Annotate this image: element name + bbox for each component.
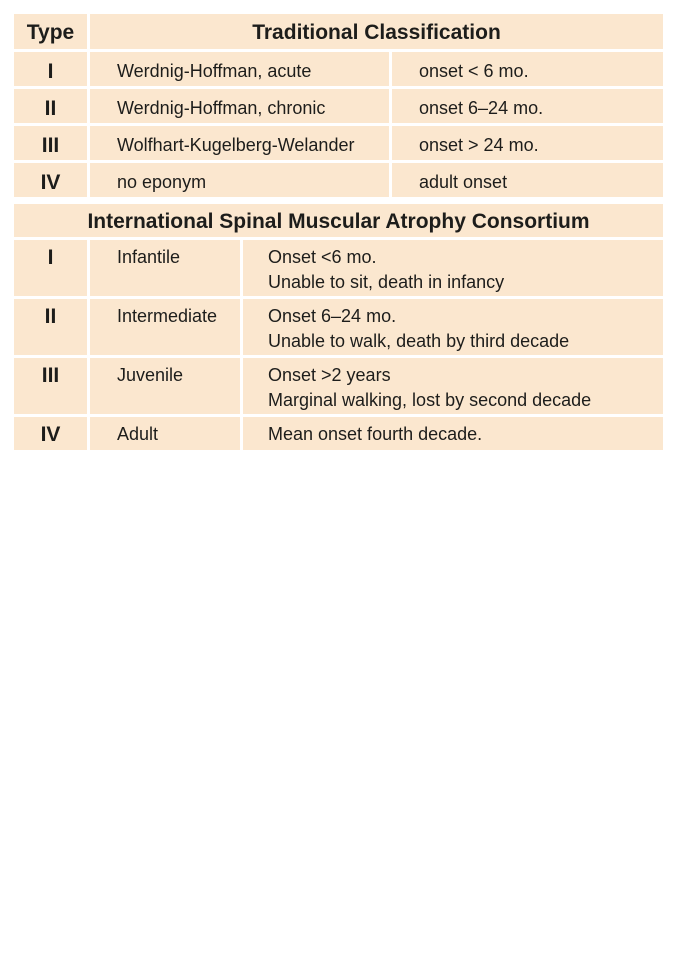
description-cell bbox=[243, 358, 663, 414]
description-cell bbox=[243, 240, 663, 296]
international-header-row bbox=[14, 204, 663, 240]
traditional-row-2 bbox=[14, 89, 663, 126]
traditional-row-1 bbox=[14, 52, 663, 89]
category-cell: Infantile bbox=[90, 240, 243, 296]
description-line-1: Mean onset fourth decade. bbox=[268, 424, 483, 444]
description-cell bbox=[243, 299, 663, 355]
international-row-4 bbox=[14, 417, 663, 453]
type-column-header: Type bbox=[14, 14, 90, 49]
onset-cell: onset > 24 mo. bbox=[419, 135, 539, 155]
description-line-1: Onset <6 mo. bbox=[268, 247, 377, 267]
traditional-row-4 bbox=[14, 163, 663, 200]
onset-cell: onset < 6 mo. bbox=[419, 61, 529, 81]
eponym-cell: no eponym bbox=[90, 163, 392, 197]
traditional-header-row bbox=[14, 14, 663, 52]
description-cell bbox=[243, 417, 663, 450]
description-line-1: Onset >2 years bbox=[268, 365, 391, 385]
category-cell: Juvenile bbox=[90, 358, 243, 414]
eponym-cell: Wolfhart-Kugelberg-Welander bbox=[90, 126, 392, 160]
international-row-1 bbox=[14, 240, 663, 299]
type-cell: II bbox=[14, 89, 90, 123]
category-cell: Adult bbox=[90, 417, 243, 450]
type-cell: IV bbox=[14, 163, 90, 197]
description-line-2: Unable to sit, death in infancy bbox=[268, 272, 505, 292]
onset-cell: adult onset bbox=[419, 172, 508, 192]
description-line-1: Onset 6–24 mo. bbox=[268, 306, 397, 326]
sma-classification-table bbox=[14, 14, 663, 453]
traditional-row-3 bbox=[14, 126, 663, 163]
description-line-2: Unable to walk, death by third decade bbox=[268, 331, 570, 351]
international-consortium-title: International Spinal Muscular Atrophy Consortium bbox=[87, 210, 590, 233]
onset-cell: onset 6–24 mo. bbox=[419, 98, 544, 118]
category-cell: Intermediate bbox=[90, 299, 243, 355]
description-line-2: Marginal walking, lost by second decade bbox=[268, 390, 592, 410]
type-cell: II bbox=[14, 299, 90, 355]
eponym-cell: Werdnig-Hoffman, acute bbox=[90, 52, 392, 86]
type-cell: IV bbox=[14, 417, 90, 450]
type-cell: III bbox=[14, 358, 90, 414]
type-cell: I bbox=[14, 52, 90, 86]
international-row-3 bbox=[14, 358, 663, 417]
traditional-classification-title: Traditional Classification bbox=[252, 21, 501, 44]
eponym-cell: Werdnig-Hoffman, chronic bbox=[90, 89, 392, 123]
type-cell: III bbox=[14, 126, 90, 160]
type-cell: I bbox=[14, 240, 90, 296]
international-row-2 bbox=[14, 299, 663, 358]
